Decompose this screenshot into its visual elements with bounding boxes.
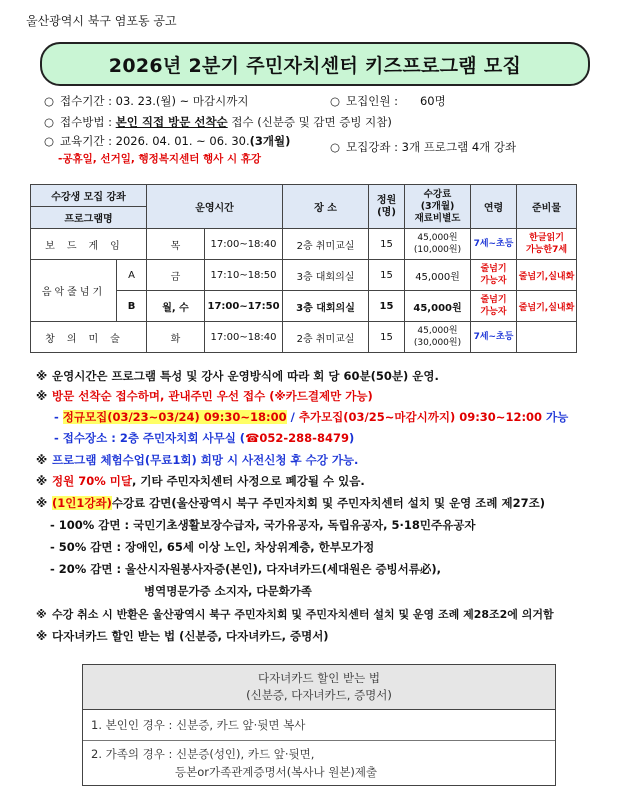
- cell-day: 월, 수: [147, 291, 205, 322]
- circle-bullet-icon: ○: [44, 115, 55, 129]
- cell-fee: 45,000원: [405, 291, 471, 322]
- cell-time: 17:10~18:50: [205, 260, 283, 291]
- cell-place: 2층 취미교실: [283, 322, 369, 353]
- table-row: [31, 229, 577, 260]
- note-refund: ※ 수강 취소 시 반환은 울산광역시 북구 주민자치회 및 주민자치센터 설치 및 운영 조례 제28조2에 의거함: [36, 608, 554, 621]
- header-age: 연령: [471, 185, 517, 229]
- cell-place: 2층 취미교실: [283, 229, 369, 260]
- cell-cap: 15: [369, 291, 405, 322]
- header-fee: 수강료 (3개월) 재료비별도: [405, 185, 471, 229]
- cell-age: 7세~초등: [471, 229, 517, 260]
- box-subtitle: (신분증, 다자녀카드, 증명서): [246, 688, 392, 702]
- page-title: [40, 42, 590, 86]
- cell-prep: 줄넘기,실내화: [517, 291, 577, 322]
- notice-header: 울산광역시 북구 염포동 공고: [26, 14, 177, 28]
- note-discount-20-cont: 병역명문가증 소지자, 다문화가족: [144, 584, 312, 598]
- cell-cap: 15: [369, 322, 405, 353]
- note-multichild: ※ 다자녀카드 할인 받는 법 (신분증, 다자녀카드, 증명서): [36, 629, 329, 643]
- cell-sub: B: [117, 291, 147, 322]
- header-time: 운영시간: [147, 185, 283, 229]
- table-header-row: [31, 185, 577, 207]
- cell-name: 창의미술: [31, 322, 147, 353]
- note-operating-time: ※ 운영시간은 프로그램 특성 및 강사 운영방식에 따라 회 당 60분(50분) 운영.: [36, 369, 439, 383]
- note-recruit-schedule: - 정규모집(03/23~03/24) 09:30~18:00 / 추가모집(03/25~마감시까지) 09:30~12:00 가능: [54, 410, 569, 424]
- cell-age: 7세~초등: [471, 322, 517, 353]
- cell-time: 17:00~17:50: [205, 291, 283, 322]
- cell-name: 음악줄넘기: [31, 260, 117, 322]
- box-title: 다자녀카드 할인 받는 법: [257, 671, 381, 685]
- info-period: ○ 접수기간 : 03. 23.(월) ~ 마감시까지: [44, 94, 249, 108]
- info-courses: ○ 모집강좌 : 3개 프로그램 4개 강좌: [330, 140, 517, 154]
- note-discount-100: - 100% 감면 : 국민기초생활보장수급자, 국가유공자, 독립유공자, 5·18민주유공자: [50, 518, 476, 532]
- cell-cap: 15: [369, 260, 405, 291]
- program-table: [30, 184, 577, 353]
- cell-prep: 줄넘기,실내화: [517, 260, 577, 291]
- header-prep: 준비물: [517, 185, 577, 229]
- cell-age: 줄넘기 가능자: [471, 291, 517, 322]
- box-header: [83, 665, 555, 710]
- info-capacity: ○ 모집인원 : 60명: [330, 94, 446, 108]
- table-row: [31, 260, 577, 291]
- cell-cap: 15: [369, 229, 405, 260]
- box-row-self: 1. 본인인 경우 : 신분증, 카드 앞·뒷면 복사: [83, 710, 555, 741]
- info-edu-period: ○ 교육기간 : 2026. 04. 01. ~ 06. 30.(3개월): [44, 134, 291, 148]
- cell-time: 17:00~18:40: [205, 322, 283, 353]
- header-program-name: 프로그램명: [31, 207, 147, 229]
- cell-place: 3층 대회의실: [283, 291, 369, 322]
- note-discount-20: - 20% 감면 : 울산시자원봉사자증(본인), 다자녀카드(세대원은 증빙서류必),: [50, 562, 442, 576]
- cell-name: 보드게임: [31, 229, 147, 260]
- note-first-come: ※ 방문 선착순 접수하며, 관내주민 우선 접수 (※카드결제만 가능): [36, 389, 373, 403]
- cell-fee: 45,000원: [405, 260, 471, 291]
- cell-prep: 한글읽기 가능한7세: [517, 229, 577, 260]
- note-cancellation: ※ 정원 70% 미달, 기타 주민자치센터 사정으로 폐강될 수 있음.: [36, 474, 365, 488]
- title-text: 2026년 2분기 주민자치센터 키즈프로그램 모집: [108, 54, 522, 77]
- info-method: ○ 접수방법 : 본인 직접 방문 선착순 접수 (신분증 및 감면 증빙 지참): [44, 115, 392, 129]
- note-trial-class: ※ 프로그램 체험수업(무료1회) 희망 시 사전신청 후 수강 가능.: [36, 453, 359, 467]
- cell-day: 금: [147, 260, 205, 291]
- cell-day: 화: [147, 322, 205, 353]
- circle-bullet-icon: ○: [44, 134, 55, 148]
- cell-fee: 45,000원 (30,000원): [405, 322, 471, 353]
- cell-time: 17:00~18:40: [205, 229, 283, 260]
- cell-sub: A: [117, 260, 147, 291]
- multichild-card-box: [82, 664, 556, 786]
- holiday-note: -공휴일, 선거일, 행정복지센터 행사 시 휴강: [58, 153, 262, 165]
- circle-bullet-icon: ○: [330, 94, 341, 108]
- circle-bullet-icon: ○: [44, 94, 55, 108]
- cell-age: 줄넘기 가능자: [471, 260, 517, 291]
- header-place: 장 소: [283, 185, 369, 229]
- box-row-family: 2. 가족의 경우 : 신분증(성인), 카드 앞·뒷면, 등본or가족관계증명서(복사나 원본)제출: [91, 747, 378, 779]
- note-location: - 접수장소 : 2층 주민자치회 사무실 (☎052-288-8479): [54, 431, 355, 445]
- cell-fee: 45,000원 (10,000원): [405, 229, 471, 260]
- header-course: 수강생 모집 강좌: [31, 185, 147, 207]
- cell-day: 목: [147, 229, 205, 260]
- header-capacity: 정원 (명): [369, 185, 405, 229]
- cell-prep: [517, 322, 577, 353]
- note-discount-50: - 50% 감면 : 장애인, 65세 이상 노인, 차상위계층, 한부모가정: [50, 540, 375, 554]
- circle-bullet-icon: ○: [330, 140, 341, 154]
- table-row: [31, 322, 577, 353]
- cell-place: 3층 대회의실: [283, 260, 369, 291]
- note-discount: ※ (1인1강좌)수강료 감면(울산광역시 북구 주민자치회 및 주민자치센터 설치 및 운영 조례 제27조): [36, 496, 545, 510]
